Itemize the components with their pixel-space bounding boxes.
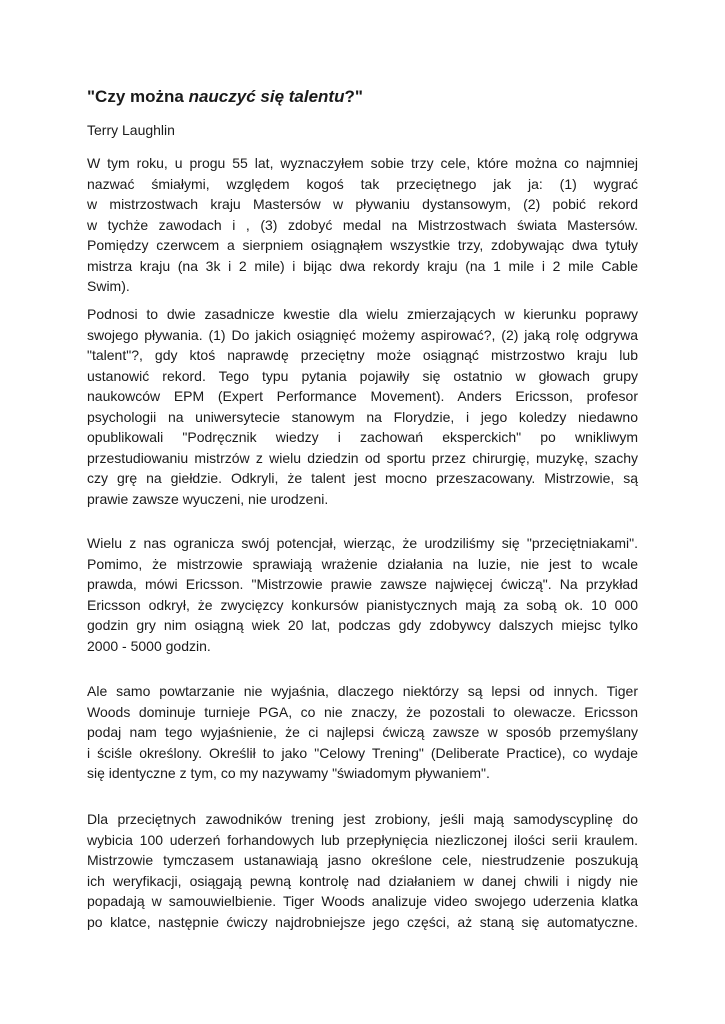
document-author: Terry Laughlin [87,122,175,138]
text-line: Mistrzowie tymczasem ustanawiają jasno określone cele, niestrudzenie poszukują [87,852,638,868]
text-line: Ale samo powtarzanie nie wyjaśnia, dlaczego niektórzy są lepsi od innych. Tiger [87,683,638,699]
text-line: czy grę na giełdzie. Odkryli, że talent jest mocno przeszacowany. Mistrzowie, są [87,470,638,486]
text-line: Wielu z nas ogranicza swój potencjał, wierząc, że urodziliśmy się "przeciętniakami". [87,535,638,551]
text-line: w mistrzostwach kraju Mastersów w pływaniu dystansowym, (2) pobić rekord [87,196,638,212]
text-line: Dla przeciętnych zawodników trening jest zrobiony, jeśli mają samodyscyplinę do [87,811,638,827]
paragraph-3 [87,533,638,656]
text-line: Swim). [87,278,130,294]
text-line: przestudiowaniu mistrzów z wielu dziedzin od sportu przez chirurgię, muzykę, szachy [87,449,638,466]
text-line: psychologii na uniwersytecie stanowym na Florydzie, i jego koledzy niedawno [87,408,638,425]
text-line: popadają w samouwielbienie. Tiger Woods analizuje video swojego uderzenia klatka [87,893,638,909]
text-line: ustanowić rekord. Tego typu pytania pojawiły się ostatnio w głowach grupy [87,367,638,384]
text-line: Woods dominuje turnieje PGA, co nie znaczy, że pozostali to olewacze. Ericsson [87,703,638,720]
text-line: Pomimo, że mistrzowie sprawiają wrażenie działania na luzie, nie jest to wcale [87,555,638,572]
text-line: wybicia 100 uderzeń forhandowych lub przepłynięcia niezliczonej ilości serii kraulem. [87,831,638,848]
text-line: "talent"?, gdy ktoś naprawdę przeciętny może osiągnąć mistrzostwo kraju lub [87,347,638,363]
text-line: prawda, mówi Ericsson. "Mistrzowie prawie zawsze najwięcej ćwiczą". Na przykład [87,576,638,592]
text-line: i ściśle określony. Określił to jako "Celowy Trening" (Deliberate Practice), co wydaje [87,744,638,761]
document-title [87,86,363,108]
text-line: opublikowali "Podręcznik wiedzy i zachowań eksperckich" po wnikliwym [87,429,638,445]
title-part-3: ?" [344,87,363,106]
text-line: nazwać śmiałymi, względem kogoś tak przeciętnego jak ja: (1) wygrać [87,175,638,192]
title-part-1: "Czy można [87,87,189,106]
title-part-italic: nauczyć się talentu [188,87,345,106]
paragraph-1 [87,153,638,297]
paragraph-4 [87,681,638,784]
text-line: podaj nam tego wyjaśnienie, że ci najlepsi ćwiczą zawsze w sposób przemyślany [87,724,638,740]
text-line: Podnosi to dwie zasadnicze kwestie dla wielu zmierzających w kierunku poprawy [87,306,638,322]
text-line: swojego pływania. (1) Do jakich osiągnięć możemy aspirować?, (2) jaką rolę odgrywa [87,326,638,343]
text-line: 2000 - 5000 godzin. [87,637,211,654]
text-line: W tym roku, u progu 55 lat, wyznaczyłem sobie trzy cele, które można co najmniej [87,155,638,171]
text-line: po klatce, następnie ćwiczy najdrobniejsze jego części, aż staną się automatyczne. [87,913,638,930]
text-line: naukowców EPM (Expert Performance Movement). Anders Ericsson, profesor [87,388,638,404]
text-line: prawie zawsze wyuczeni, nie urodzeni. [87,490,329,507]
text-line: Pomiędzy czerwcem a sierpniem osiągnąłem wszystkie trzy, zdobywając dwa tytuły [87,237,638,253]
text-line: w tychże zawodach i , (3) zdobyć medal na Mistrzostwach świata Mastersów. [87,216,638,233]
text-line: godzin gry nim osiągną wiek 20 lat, podczas gdy zdobywcy dalszych miejsc tylko [87,617,638,633]
text-line: ich weryfikacji, osiągają pewną kontrolę nad działaniem w danej chwili i nigdy nie [87,872,638,889]
paragraph-5 [87,809,638,932]
text-line: mistrza kraju (na 3k i 2 mile) i bijąc dwa rekordy kraju (na 1 mile i 2 mile Cable [87,257,638,274]
paragraph-2 [87,304,638,509]
text-line: Ericsson odkrył, że zwycięzcy konkursów pianistycznych mają za sobą ok. 10 000 [87,596,638,613]
text-line: się identyczne z tym, co my nazywamy "świadomym pływaniem". [87,765,490,781]
